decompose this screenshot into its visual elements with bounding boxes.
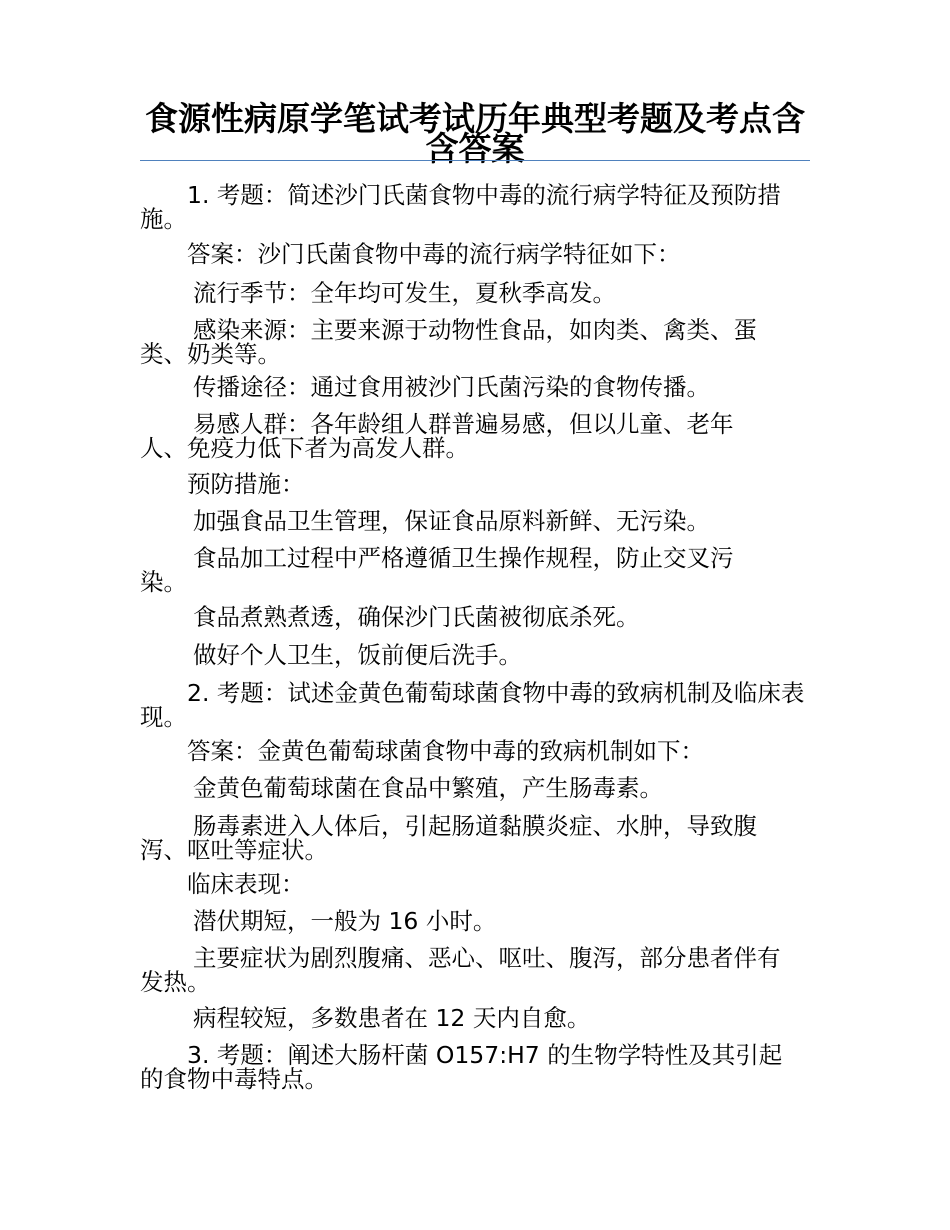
document-title: 食源性病原学笔试考试历年典型考题及考点含含答案 xyxy=(145,99,805,168)
clinical-heading: 临床表现： xyxy=(187,870,305,898)
answer-2-mechanism-2: 肠毒素进入人体后，引起肠道黏膜炎症、水肿，导致腹泻、呕吐等症状。 xyxy=(140,812,757,864)
answer-1-susceptible: 易感人群：各年龄组人群普遍易感，但以儿童、老年人、免疫力低下者为高发人群。 xyxy=(140,410,734,462)
prevention-2: 食品加工过程中严格遵循卫生操作规程，防止交叉污染。 xyxy=(140,544,734,596)
answer-2-intro: 答案：金黄色葡萄球菌食物中毒的致病机制如下： xyxy=(187,737,704,765)
answer-1-route: 传播途径：通过食用被沙门氏菌污染的食物传播。 xyxy=(193,373,710,401)
question-3: 3. 考题：阐述大肠杆菌 O157:H7 的生物学特性及其引起的食物中毒特点。 xyxy=(140,1041,783,1093)
answer-2-mechanism-1: 金黄色葡萄球菌在食品中繁殖，产生肠毒素。 xyxy=(193,774,663,802)
clinical-1: 潜伏期短，一般为 16 小时。 xyxy=(193,907,497,935)
prevention-1: 加强食品卫生管理，保证食品原料新鲜、无污染。 xyxy=(193,507,710,535)
question-1: 1. 考题：简述沙门氏菌食物中毒的流行病学特征及预防措施。 xyxy=(140,181,781,233)
prevention-3: 食品煮熟煮透，确保沙门氏菌被彻底杀死。 xyxy=(193,603,640,631)
title-underline xyxy=(140,160,810,161)
prevention-4: 做好个人卫生，饭前便后洗手。 xyxy=(193,641,522,669)
clinical-3: 病程较短，多数患者在 12 天内自愈。 xyxy=(193,1004,591,1032)
clinical-2: 主要症状为剧烈腹痛、恶心、呕吐、腹泻，部分患者伴有发热。 xyxy=(140,944,781,996)
answer-1-source: 感染来源：主要来源于动物性食品，如肉类、禽类、蛋类、奶类等。 xyxy=(140,316,757,368)
answer-1-season: 流行季节：全年均可发生，夏秋季高发。 xyxy=(193,279,616,307)
prevention-heading: 预防措施： xyxy=(187,470,305,498)
answer-1-intro: 答案：沙门氏菌食物中毒的流行病学特征如下： xyxy=(187,240,681,268)
question-2: 2. 考题：试述金黄色葡萄球菌食物中毒的致病机制及临床表现。 xyxy=(140,679,805,731)
